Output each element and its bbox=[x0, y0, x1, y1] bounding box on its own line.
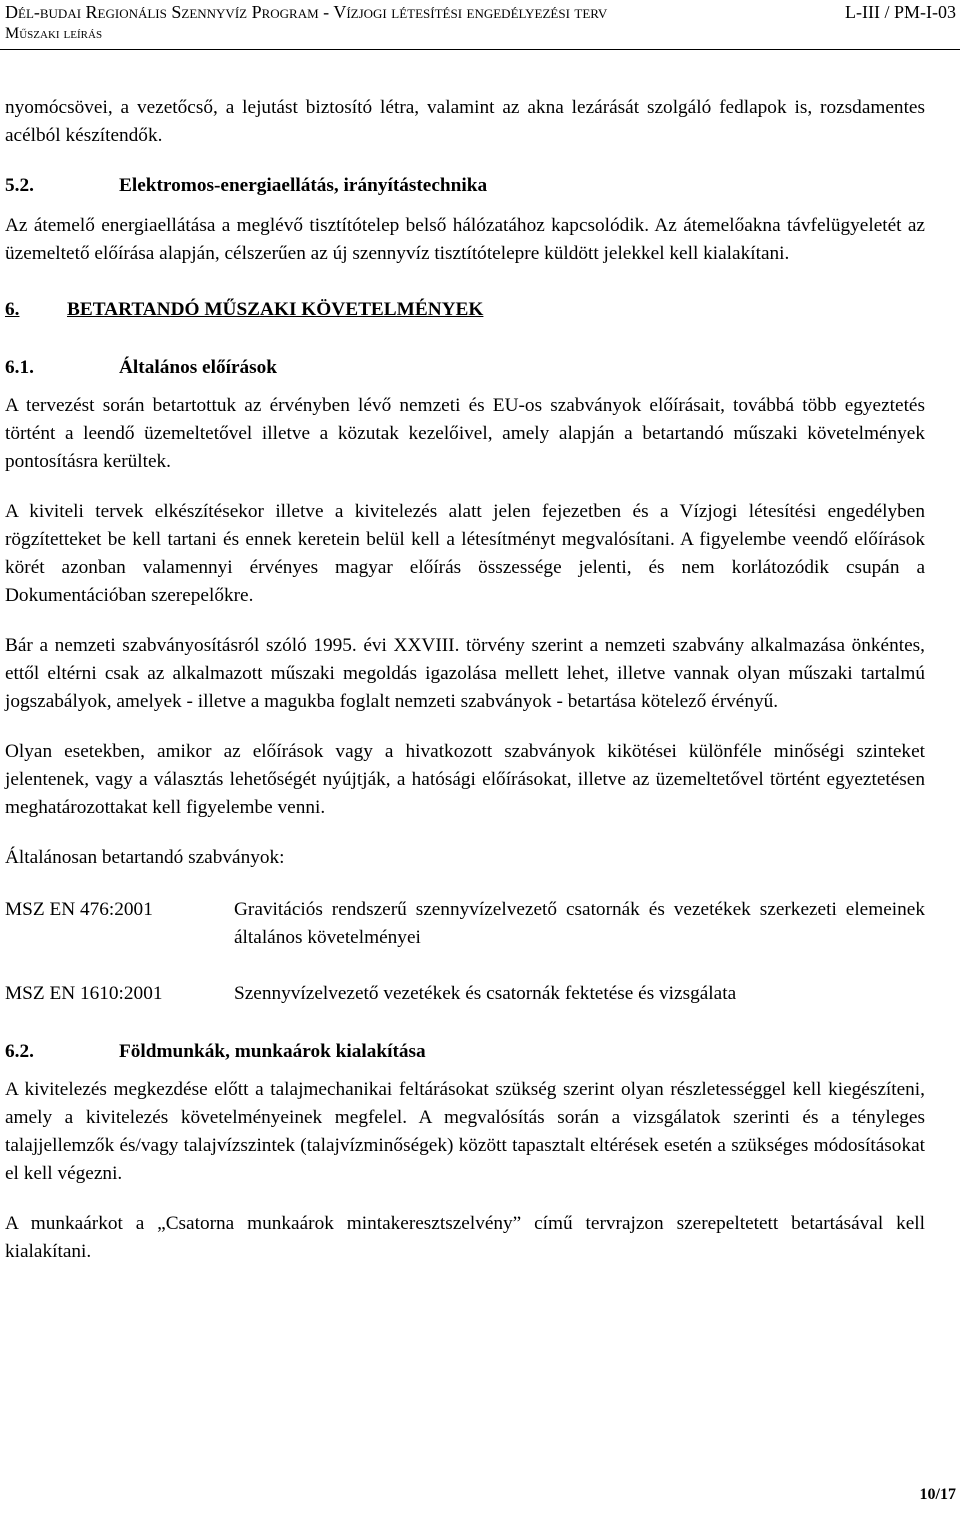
document-body bbox=[5, 94, 925, 1266]
header-title: Dél-budai Regionális Szennyvíz Program - Vízjogi létesítési engedélyezési terv bbox=[5, 2, 608, 22]
standard-code: MSZ EN 476:2001 bbox=[5, 899, 153, 920]
standard-row bbox=[5, 896, 925, 952]
standard-code: MSZ EN 1610:2001 bbox=[5, 983, 163, 1004]
section-title: Földmunkák, munkaárok kialakítása bbox=[119, 1041, 426, 1062]
paragraph: nyomócsövei, a vezetőcső, a lejutást biztosító létra, valamint az akna lezárását szolgáló fedlapok is, rozsdamentes acélból készítendők. bbox=[5, 97, 925, 146]
paragraph: A kiviteli tervek elkészítésekor illetve a kivitelezés alatt jelen fejezetben és a Vízjogi létesítési engedélyben rögzítetteket be kell tartani és ennek keretein belül kell a létesítményt megvalósítani. A figyelembe veendő előírások körét azonban valamennyi érvényes magyar előírás összessége jelenti, és nem korlátozódik csupán a Dokumentációban szerepelőkre. bbox=[5, 501, 925, 606]
paragraph: Általánosan betartandó szabványok: bbox=[5, 847, 285, 868]
section-heading-6-1 bbox=[5, 354, 925, 382]
section-number: 6. bbox=[5, 299, 20, 320]
paragraph: A tervezést során betartottuk az érvényben lévő nemzeti és EU-os szabványok előírásait, továbbá több egyeztetés történt a leendő üzemeltetővel illetve a közutak kezelőivel, amely alapján a betartandó műszaki követelmények pontosításra kerültek. bbox=[5, 395, 925, 472]
section-number: 6.2. bbox=[5, 1041, 34, 1062]
paragraph: Bár a nemzeti szabványosításról szóló 1995. évi XXVIII. törvény szerint a nemzeti szabvány alkalmazása önkéntes, ettől eltérni csak az alkalmazott műszaki megoldás igazolása mellett lehet, illetve vannak olyan műszaki tartalmú jogszabályok, amelyek - illetve a magukba foglalt nemzeti szabványok - betartása kötelező érvényű. bbox=[5, 635, 925, 712]
section-heading-6 bbox=[5, 296, 925, 324]
section-number: 5.2. bbox=[5, 175, 34, 196]
standard-title: Gravitációs rendszerű szennyvízelvezető csatornák és vezetékek szerkezeti elemeinek általános követelményei bbox=[234, 899, 925, 948]
standard-row bbox=[5, 980, 925, 1008]
paragraph: Az átemelő energiaellátása a meglévő tisztítótelep belső hálózatához kapcsolódik. Az átemelőakna távfelügyeletét az üzemeltető előírása alapján, célszerűen az új szennyvíz tisztítótelepre küldött jelekkel kell kialakítani. bbox=[5, 215, 925, 264]
section-title: BETARTANDÓ MŰSZAKI KÖVETELMÉNYEK bbox=[67, 299, 484, 320]
header-subtitle: Műszaki leírás bbox=[5, 25, 103, 42]
header-doc-code: L-III / PM-I-03 bbox=[845, 2, 956, 22]
section-heading-5-2 bbox=[5, 172, 925, 200]
page-header bbox=[0, 0, 960, 50]
paragraph: A munkaárkot a „Csatorna munkaárok mintakeresztszelvény” című tervrajzon szerepeltetett betartásával kell kialakítani. bbox=[5, 1213, 925, 1262]
section-heading-6-2 bbox=[5, 1038, 925, 1066]
paragraph: Olyan esetekben, amikor az előírások vagy a hivatkozott szabványok kikötései különféle minőségi szinteket jelentenek, vagy a választás lehetőségét nyújtják, a hatósági előírásokat, illetve az üzemeltetővel történt egyeztetésen meghatározottakat kell figyelembe venni. bbox=[5, 741, 925, 818]
section-title: Általános előírások bbox=[119, 357, 278, 378]
standard-title: Szennyvízelvezető vezetékek és csatornák fektetése és vizsgálata bbox=[234, 983, 737, 1004]
page-number: 10/17 bbox=[919, 1486, 956, 1503]
paragraph: A kivitelezés megkezdése előtt a talajmechanikai feltárásokat szükség szerint olyan részletességgel kell kiegészíteni, amely a kivitelezés követelményeinek megfelel. A megvalósítás során a vizsgálatok szerinti és a tényleges talajjellemzők és/vagy talajvízszintek (talajvízminőségek) között tapasztalt eltérések esetén a szükséges módosításokat el kell végezni. bbox=[5, 1079, 925, 1184]
section-number: 6.1. bbox=[5, 357, 34, 378]
section-title: Elektromos-energiaellátás, irányítástechnika bbox=[119, 175, 488, 196]
